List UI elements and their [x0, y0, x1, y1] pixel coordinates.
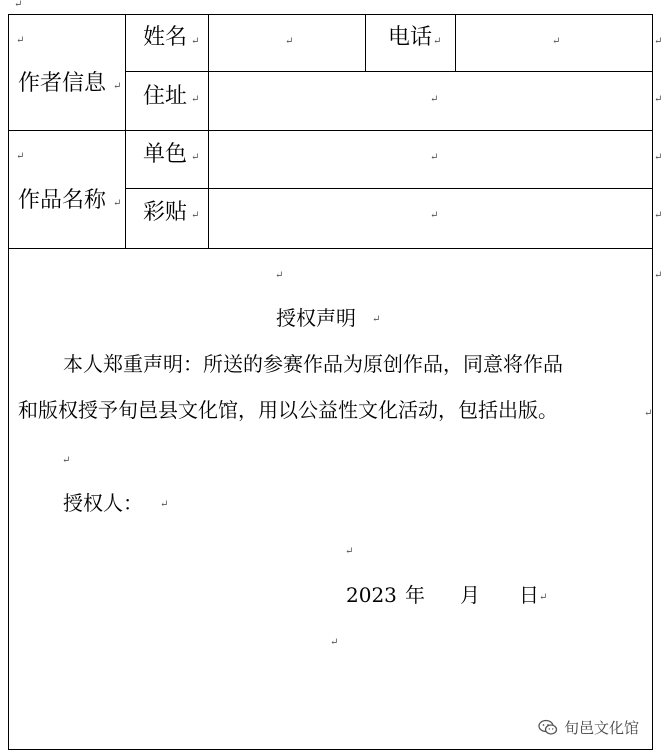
paragraph-mark: ↵	[654, 94, 662, 105]
border-col1	[125, 14, 126, 248]
authorizer-signature-field[interactable]	[150, 486, 450, 520]
paragraph-mark: ↵	[654, 36, 662, 47]
border-left	[8, 14, 9, 750]
paragraph-mark: ↵	[433, 36, 442, 47]
paragraph-mark: ↵	[191, 210, 200, 221]
paragraph-mark: ↵	[654, 152, 662, 163]
border-row4	[8, 248, 653, 249]
paragraph-mark: ↵	[62, 455, 71, 466]
address-label: 住址	[143, 84, 188, 109]
paragraph-mark: ↵	[160, 499, 169, 510]
paragraph-mark: ↵	[644, 408, 653, 419]
paragraph-mark: ↵	[372, 314, 381, 325]
paragraph-mark: ↵	[16, 151, 25, 162]
paragraph-mark: ↵	[654, 270, 662, 281]
paragraph-mark: ↵	[285, 36, 294, 47]
authorizer-label: 授权人：	[63, 491, 143, 515]
date-day-char: 日	[519, 583, 539, 607]
paragraph-mark: ↵	[14, 0, 23, 10]
date-month-char: 月	[460, 583, 480, 607]
work-name-label: 作品名称	[18, 188, 107, 213]
watermark	[538, 717, 639, 738]
paragraph-mark: ↵	[113, 81, 122, 92]
paragraph-mark: ↵	[16, 35, 25, 46]
paragraph-mark: ↵	[430, 152, 439, 163]
date-year: 2023	[346, 583, 397, 607]
color-label: 彩贴	[143, 200, 188, 225]
watermark-text: 旬邑文化馆	[563, 719, 639, 737]
declaration-line-2: 和版权授予旬邑县文化馆，用以公益性文化活动，包括出版。	[18, 398, 558, 422]
phone-label: 电话	[388, 25, 433, 50]
author-info-label: 作者信息	[18, 71, 107, 96]
paragraph-mark: ↵	[113, 198, 122, 209]
date-year-char: 年	[405, 583, 425, 607]
paragraph-mark: ↵	[345, 546, 354, 557]
paragraph-mark: ↵	[275, 270, 284, 281]
paragraph-mark: ↵	[539, 592, 548, 603]
paragraph-mark: ↵	[191, 36, 200, 47]
border-right	[652, 14, 653, 750]
monochrome-label: 单色	[143, 142, 188, 167]
declaration-title: 授权声明	[276, 306, 356, 330]
paragraph-mark: ↵	[191, 152, 200, 163]
paragraph-mark: ↵	[330, 637, 339, 648]
name-label: 姓名	[143, 25, 188, 50]
paragraph-mark: ↵	[191, 94, 200, 105]
paragraph-mark: ↵	[552, 36, 561, 47]
paragraph-mark: ↵	[430, 210, 439, 221]
paragraph-mark: ↵	[654, 210, 662, 221]
wechat-icon	[538, 719, 558, 736]
border-col3	[365, 14, 366, 71]
border-bottom	[8, 749, 653, 750]
paragraph-mark: ↵	[430, 94, 439, 105]
declaration-line-1: 本人郑重声明：所送的参赛作品为原创作品，同意将作品	[63, 352, 563, 376]
